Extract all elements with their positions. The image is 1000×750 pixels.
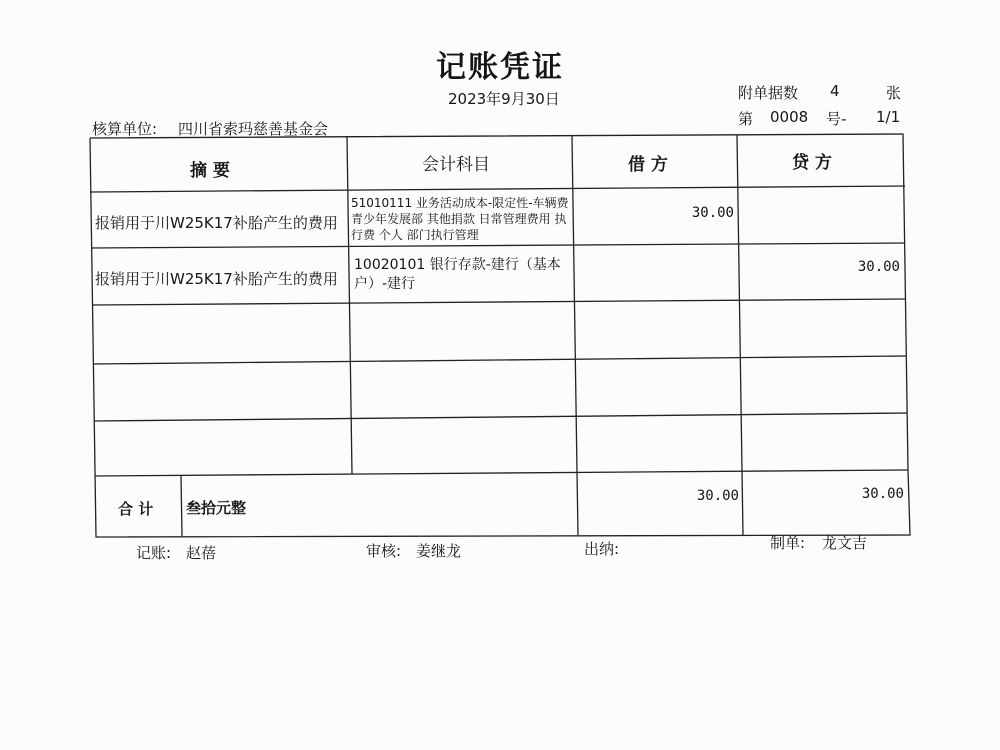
- voucher-date: 2023年9月30日: [448, 90, 560, 108]
- preparer-name: 龙文吉: [822, 534, 868, 552]
- bookkeeper-name: 赵蓓: [186, 544, 217, 562]
- attachments-label: 附单据数: [738, 84, 799, 102]
- voucher-number-suffix: 号-: [826, 110, 847, 128]
- row-1-debit: 30.00: [691, 205, 734, 221]
- voucher-number-prefix: 第: [738, 110, 754, 128]
- preparer-label: 制单:: [770, 534, 806, 552]
- row-2-credit: 30.00: [857, 259, 900, 275]
- reviewer-name: 姜继龙: [416, 542, 462, 560]
- accounting-unit-label: 核算单位:: [92, 120, 158, 138]
- total-credit: 30.00: [861, 486, 904, 502]
- header-credit: 贷 方: [792, 153, 832, 173]
- row-2-summary: 报销用于川W25K17补胎产生的费用: [95, 270, 338, 288]
- row-1-summary: 报销用于川W25K17补胎产生的费用: [95, 214, 338, 232]
- voucher-number: 0008: [770, 108, 809, 126]
- voucher-page: 1/1: [876, 108, 901, 126]
- bookkeeper-label: 记账:: [136, 544, 172, 562]
- reviewer-label: 审核:: [366, 542, 402, 560]
- total-debit: 30.00: [696, 488, 739, 504]
- header-summary: 摘 要: [190, 161, 230, 181]
- attachments-count: 4: [830, 82, 840, 100]
- voucher-title: 记账凭证: [436, 50, 564, 85]
- total-label: 合 计: [118, 500, 154, 518]
- header-account: 会计科目: [422, 155, 490, 175]
- row-2-account: 10020101 银行存款-建行（基本户）-建行: [354, 257, 561, 292]
- row-1-account: 51010111 业务活动成本-限定性-车辆费 青少年发展部 其他捐款 日常管理费用 执行费 个人 部门执行管理: [351, 196, 569, 242]
- total-amount-words: 叁拾元整: [186, 499, 247, 517]
- accounting-unit-name: 四川省索玛慈善基金会: [178, 120, 329, 138]
- header-debit: 借 方: [628, 155, 668, 175]
- attachments-unit: 张: [886, 84, 902, 102]
- cashier-label: 出纳:: [584, 540, 620, 558]
